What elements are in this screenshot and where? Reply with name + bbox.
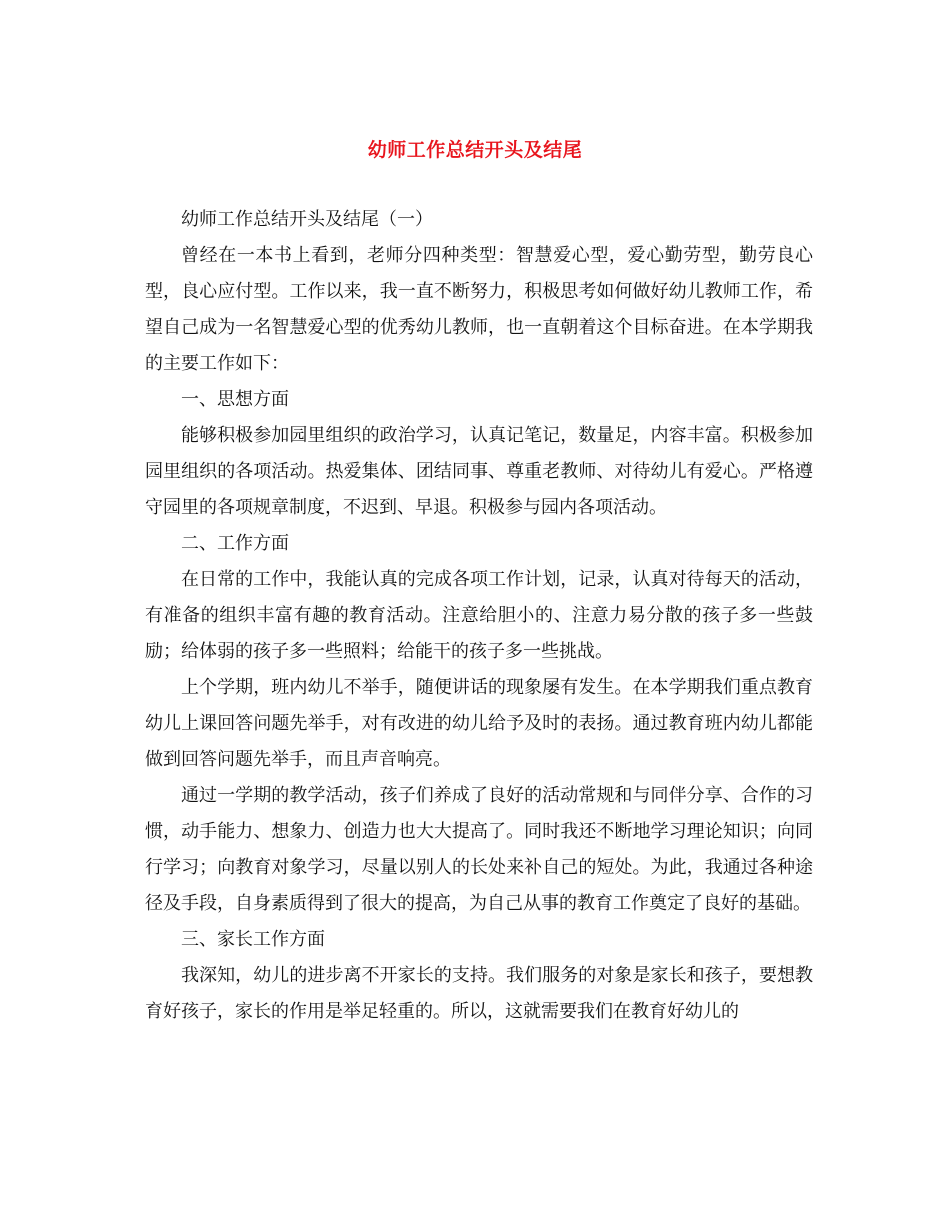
thought-paragraph: 能够积极参加园里组织的政治学习，认真记笔记，数量足，内容丰富。积极参加园里组织的各项活动。热爱集体、团结同事、尊重老教师、对待幼儿有爱心。严格遵守园里的各项规章制度，不迟到、早退。积极参与园内各项活动。 [145, 425, 813, 518]
intro-paragraph: 曾经在一本书上看到，老师分四种类型：智慧爱心型，爱心勤劳型，勤劳良心型，良心应付型。工作以来，我一直不断努力，积极思考如何做好幼儿教师工作，希望自己成为一名智慧爱心型的优秀幼儿教师，也一直朝着这个目标奋进。在本学期我的主要工作如下： [145, 245, 813, 374]
heading-parents: 三、家长工作方面 [181, 929, 325, 950]
section-subtitle: 幼师工作总结开头及结尾（一） [181, 209, 433, 230]
work-paragraph-2: 上个学期，班内幼儿不举手，随便讲话的现象屡有发生。在本学期我们重点教育幼儿上课回答问题先举手，对有改进的幼儿给予及时的表扬。通过教育班内幼儿都能做到回答问题先举手，而且声音响亮。 [145, 677, 813, 770]
document-title: 幼师工作总结开头及结尾 [367, 139, 583, 161]
work-paragraph-3: 通过一学期的教学活动，孩子们养成了良好的活动常规和与同伴分享、合作的习惯，动手能力、想象力、创造力也大大提高了。同时我还不断地学习理论知识；向同行学习；向教育对象学习，尽量以别人的长处来补自己的短处。为此，我通过各种途径及手段，自身素质得到了很大的提高，为自己从事的教育工作奠定了良好的基础。 [145, 785, 813, 914]
document-body [145, 202, 813, 1030]
work-paragraph-1: 在日常的工作中，我能认真的完成各项工作计划，记录，认真对待每天的活动，有准备的组织丰富有趣的教育活动。注意给胆小的、注意力易分散的孩子多一些鼓励；给体弱的孩子多一些照料；给能干的孩子多一些挑战。 [145, 569, 813, 662]
heading-thought: 一、思想方面 [181, 389, 289, 410]
heading-work: 二、工作方面 [181, 533, 289, 554]
parents-paragraph: 我深知，幼儿的进步离不开家长的支持。我们服务的对象是家长和孩子，要想教育好孩子，家长的作用是举足轻重的。所以，这就需要我们在教育好幼儿的 [145, 965, 813, 1022]
